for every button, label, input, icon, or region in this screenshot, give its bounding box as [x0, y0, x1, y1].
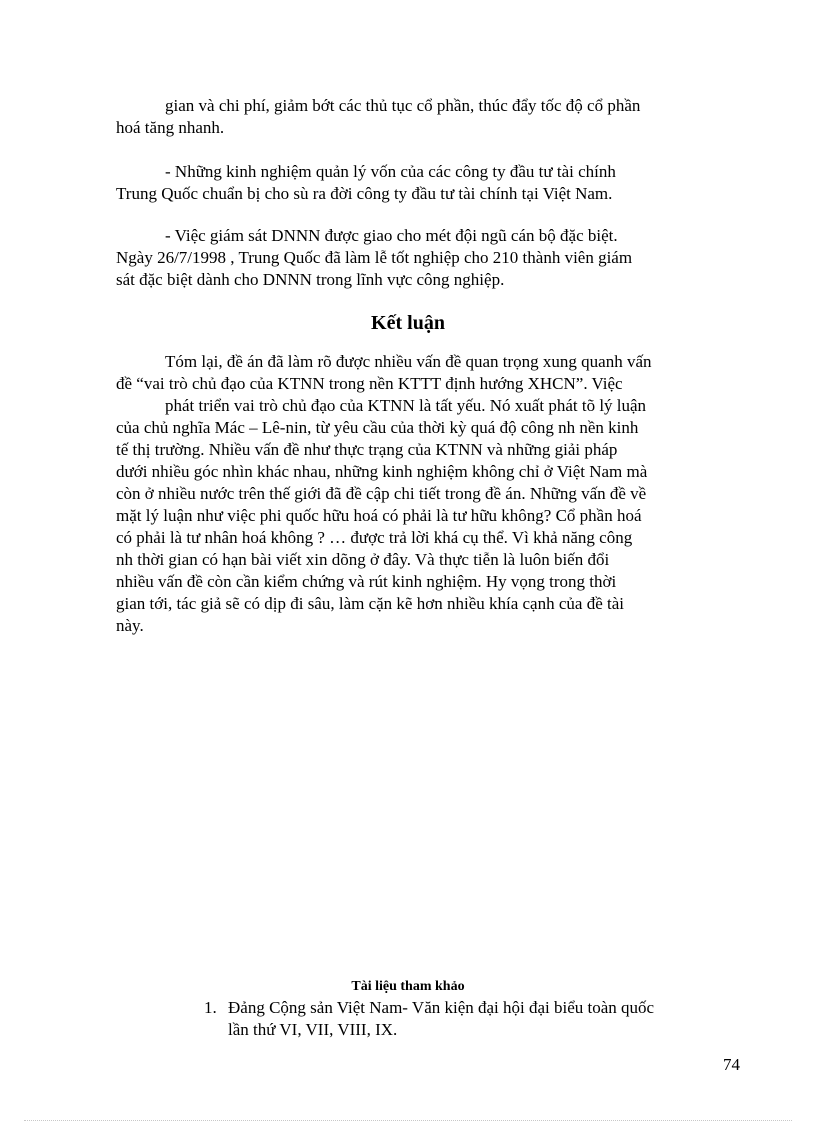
- reference-text-line: Đảng Cộng sản Việt Nam- Văn kiện đại hội đại biểu toàn quốc: [228, 998, 655, 1017]
- text-line: Ngày 26/7/1998 , Trung Quốc đã làm lễ tốt nghiệp cho 210 thành viên giám: [116, 248, 633, 267]
- text-line: gian tới, tác giả sẽ có dịp đi sâu, làm cặn kẽ hơn nhiều khía cạnh của đề tài: [116, 594, 624, 613]
- text-line: có phải là tư nhân hoá không ? … được trả lời khá cụ thể. Vì khả năng công: [116, 528, 633, 547]
- text-line: sát đặc biệt dành cho DNNN trong lĩnh vực công nghiệp.: [116, 270, 505, 289]
- text-line: nhiều vấn đề còn cần kiểm chứng và rút kinh nghiệm. Hy vọng trong thời: [116, 572, 617, 591]
- reference-number: 1.: [204, 998, 217, 1017]
- text-line: còn ở nhiều nước trên thế giới đã đề cập chi tiết trong đề án. Những vấn đề về: [116, 484, 647, 503]
- text-line: gian và chi phí, giảm bớt các thủ tục cổ phần, thúc đẩy tốc độ cổ phần: [165, 96, 641, 115]
- text-line: dưới nhiều góc nhìn khác nhau, những kinh nghiệm không chỉ ở Việt Nam mà: [116, 462, 648, 481]
- text-line: tế thị trường. Nhiều vấn đề như thực trạng của KTNN và những giải pháp: [116, 440, 618, 459]
- text-line: này.: [116, 616, 144, 635]
- conclusion-heading: Kết luận: [371, 312, 445, 334]
- text-line: Tóm lại, đề án đã làm rõ được nhiều vấn đề quan trọng xung quanh vấn: [165, 352, 652, 371]
- reference-text-line: lần thứ VI, VII, VIII, IX.: [228, 1020, 398, 1039]
- text-line: của chủ nghĩa Mác – Lê-nin, từ yêu cầu của thời kỳ quá độ công nh nền kinh: [116, 418, 639, 437]
- page-number: 74: [723, 1055, 740, 1074]
- text-line: hoá tăng nhanh.: [116, 118, 225, 137]
- references-list: [204, 997, 719, 1041]
- reference-item: [204, 997, 719, 1041]
- text-line: - Việc giám sát DNNN được giao cho mét đội ngũ cán bộ đặc biệt.: [165, 226, 618, 245]
- text-line: đề “vai trò chủ đạo của KTNN trong nền KTTT định hướng XHCN”. Việc: [116, 374, 623, 393]
- conclusion-paragraph: [116, 351, 718, 637]
- bottom-divider: [24, 1120, 792, 1121]
- references-heading: Tài liệu tham khảo: [351, 979, 465, 994]
- paragraph-investment-experience: [116, 161, 718, 205]
- paragraph-privatization-continued: [116, 95, 718, 139]
- text-line: Trung Quốc chuẩn bị cho sù ra đời công ty đầu tư tài chính tại Việt Nam.: [116, 184, 613, 203]
- text-line: - Những kinh nghiệm quản lý vốn của các công ty đầu tư tài chính: [165, 162, 616, 181]
- paragraph-soe-supervision: [116, 225, 718, 291]
- text-line: mặt lý luận như việc phi quốc hữu hoá có phải là tư hữu không? Cổ phần hoá: [116, 506, 642, 525]
- text-line: nh thời gian có hạn bài viết xin dõng ở đây. Và thực tiễn là luôn biến đổi: [116, 550, 610, 569]
- text-line: phát triển vai trò chủ đạo của KTNN là tất yếu. Nó xuất phát tõ lý luận: [165, 396, 647, 415]
